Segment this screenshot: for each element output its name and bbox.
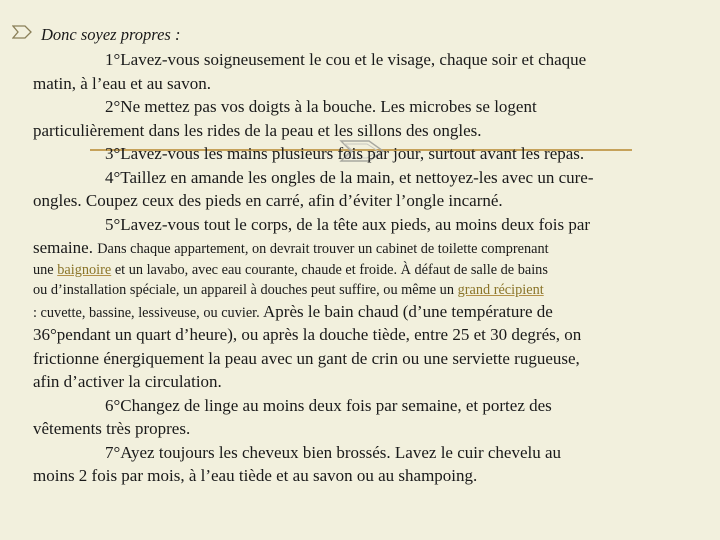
text-line: 4°Taillez en amande les ongles de la main, et nettoyez-les avec un cure- bbox=[105, 167, 594, 187]
small-text: une bbox=[33, 261, 54, 278]
small-text: et un lavabo, avec eau courante, chaude et froide. À défaut de salle de bains bbox=[114, 261, 548, 278]
text-line: 6°Changez de linge au moins deux fois par semaine, et portez des bbox=[105, 395, 552, 415]
mixed-line-4 bbox=[33, 300, 683, 324]
text-line: 1°Lavez-vous soigneusement le cou et le visage, chaque soir et chaque bbox=[105, 50, 587, 69]
paragraph-block-2 bbox=[33, 323, 683, 488]
hollow-pointer-bullet-icon bbox=[12, 23, 32, 47]
text-line: afin d’activer la circulation. bbox=[33, 372, 222, 391]
text-line: 3°Lavez-vous les mains plusieurs fois par jour, surtout avant les repas. bbox=[105, 144, 585, 163]
text-line: frictionne énergiquement la peau avec un gant de crin ou une serviette rugueuse, bbox=[33, 348, 580, 368]
text-line: 7°Ayez toujours les cheveux bien brossés. Lavez le cuir chevelu au bbox=[105, 442, 562, 462]
text-line: matin, à l’eau et au savon. bbox=[33, 73, 211, 93]
mixed-line-2 bbox=[33, 260, 683, 280]
small-text: Dans chaque appartement, on devrait trouver un cabinet de toilette comprenant bbox=[97, 241, 549, 257]
baignoire-link[interactable]: baignoire bbox=[57, 261, 112, 278]
mixed-line-3 bbox=[33, 280, 683, 300]
heading-text: Donc soyez propres : bbox=[41, 25, 181, 45]
mixed-line-1 bbox=[33, 236, 683, 260]
text-line: 36°pendant un quart d’heure), ou après la douche tiède, entre 25 et 30 degrés, on bbox=[33, 325, 582, 344]
document-body bbox=[33, 22, 683, 488]
heading-row bbox=[12, 22, 683, 48]
mixed-text: semaine. bbox=[33, 238, 93, 257]
mixed-text: Après le bain chaud (d’une température de bbox=[263, 301, 553, 321]
small-text: ou d’installation spéciale, un appareil à douches peut suffire, ou même un bbox=[33, 281, 454, 298]
text-line: moins 2 fois par mois, à l’eau tiède et au savon ou au shampoing. bbox=[33, 466, 478, 485]
text-line: 5°Lavez-vous tout le corps, de la tête aux pieds, au moins deux fois par bbox=[105, 214, 591, 234]
text-line: particulièrement dans les rides de la peau et les sillons des ongles. bbox=[33, 120, 482, 140]
text-line: vêtements très propres. bbox=[33, 419, 191, 438]
small-text: : cuvette, bassine, lessiveuse, ou cuvier. bbox=[33, 304, 260, 321]
text-line: ongles. Coupez ceux des pieds en carré, afin d’éviter l’ongle incarné. bbox=[33, 191, 503, 210]
text-line: 2°Ne mettez pas vos doigts à la bouche. Les microbes se logent bbox=[105, 97, 537, 116]
grand-recipient-link[interactable]: grand récipient bbox=[457, 281, 544, 298]
paragraph-block-1 bbox=[33, 48, 683, 236]
